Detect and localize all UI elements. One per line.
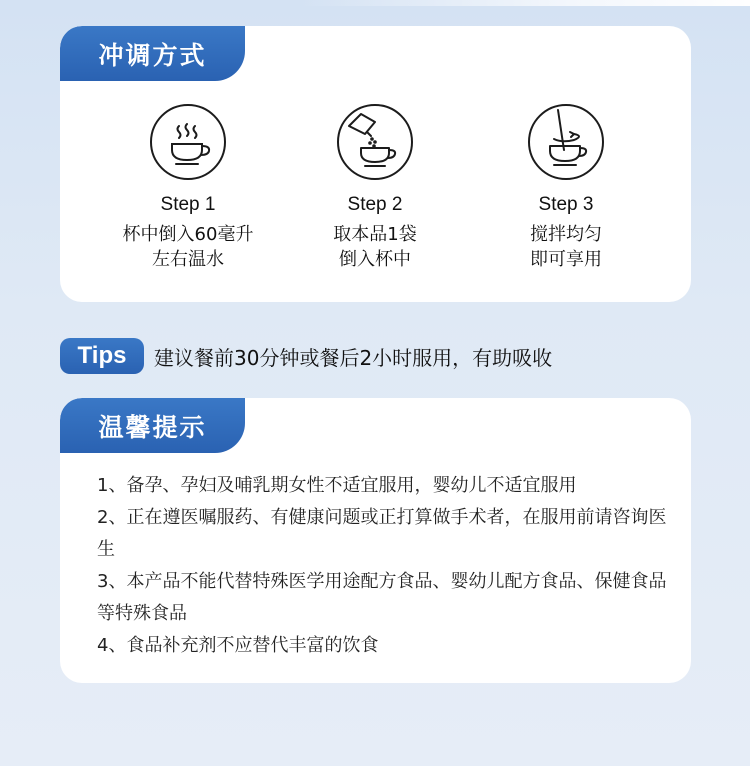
stir-cup-icon bbox=[528, 104, 604, 180]
step-1-line-2: 左右温水 bbox=[152, 249, 224, 270]
notice-item-4: 4、食品补充剂不应替代丰富的饮食 bbox=[97, 635, 379, 656]
step-2-line-1: 取本品1袋 bbox=[333, 224, 417, 245]
step-2-title: Step 2 bbox=[347, 194, 403, 215]
top-highlight bbox=[300, 0, 750, 6]
step-1-desc bbox=[98, 222, 278, 272]
step-1-line-1: 杯中倒入60毫升 bbox=[122, 224, 254, 245]
step-3-line-1: 搅拌均匀 bbox=[530, 224, 602, 245]
step-2 bbox=[285, 104, 465, 272]
steps-row bbox=[60, 104, 691, 302]
tips-badge: Tips bbox=[60, 338, 144, 374]
preparation-title: 冲调方式 bbox=[60, 26, 245, 81]
step-3 bbox=[476, 104, 656, 272]
step-2-line-2: 倒入杯中 bbox=[339, 249, 411, 270]
notice-title: 温馨提示 bbox=[60, 398, 245, 453]
notice-item-3: 3、本产品不能代替特殊医学用途配方食品、婴幼儿配方食品、保健食品等特殊食品 bbox=[97, 571, 667, 624]
step-3-title: Step 3 bbox=[538, 194, 594, 215]
tips-text: 建议餐前30分钟或餐后2小时服用，有助吸收 bbox=[154, 345, 553, 370]
steaming-cup-icon bbox=[150, 104, 226, 180]
step-1 bbox=[98, 104, 278, 272]
step-3-desc bbox=[476, 222, 656, 272]
step-3-line-2: 即可享用 bbox=[530, 249, 602, 270]
tips-row bbox=[60, 337, 552, 375]
step-1-title: Step 1 bbox=[160, 194, 216, 215]
notice-item-2: 2、正在遵医嘱服药、有健康问题或正打算做手术者，在服用前请咨询医生 bbox=[97, 507, 667, 560]
notice-card bbox=[60, 398, 691, 683]
notice-item-1: 1、备孕、孕妇及哺乳期女性不适宜服用，婴幼儿不适宜服用 bbox=[97, 475, 577, 496]
step-2-desc bbox=[285, 222, 465, 272]
pour-sachet-cup-icon bbox=[337, 104, 413, 180]
preparation-card bbox=[60, 26, 691, 302]
notice-list bbox=[97, 470, 667, 662]
